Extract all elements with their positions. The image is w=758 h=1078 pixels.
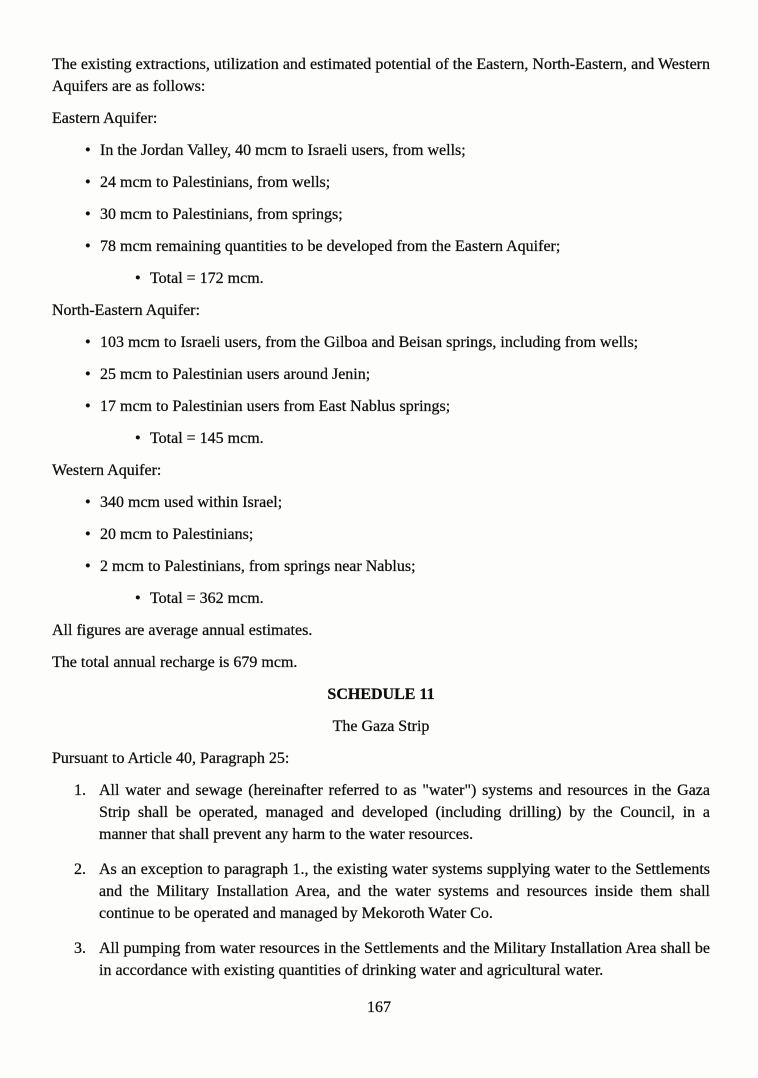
list-item bbox=[52, 140, 710, 162]
schedule-intro: Pursuant to Article 40, Paragraph 25: bbox=[52, 750, 290, 767]
section-heading-eastern-aquifer: Eastern Aquifer: bbox=[52, 110, 158, 127]
list-item bbox=[52, 332, 710, 354]
bullet-text: 25 mcm to Palestinian users around Jenin; bbox=[100, 366, 371, 383]
bullet-icon bbox=[85, 140, 100, 162]
bullet-icon bbox=[85, 204, 100, 226]
schedule-title: SCHEDULE 11 bbox=[327, 686, 435, 703]
bullet-text: 30 mcm to Palestinians, from springs; bbox=[100, 206, 343, 223]
item-number: 1. bbox=[74, 782, 86, 799]
bullet-icon bbox=[85, 172, 100, 194]
bullet-text: 103 mcm to Israeli users, from the Gilboa and Beisan springs, including from wells; bbox=[100, 334, 639, 351]
list-item bbox=[52, 236, 710, 258]
note-total-recharge: The total annual recharge is 679 mcm. bbox=[52, 654, 298, 671]
item-text: All pumping from water resources in the Settlements and the Military Installation Area shall be in accordance with existing quantities of drinking water and agricultural water. bbox=[99, 940, 710, 979]
section-heading-north-eastern-aquifer: North-Eastern Aquifer: bbox=[52, 302, 200, 319]
bullet-text: 17 mcm to Palestinian users from East Nablus springs; bbox=[100, 398, 451, 415]
bullet-icon bbox=[135, 428, 150, 450]
bullet-icon bbox=[85, 236, 100, 258]
bullet-text: 24 mcm to Palestinians, from wells; bbox=[100, 174, 331, 191]
total-line bbox=[52, 428, 710, 450]
numbered-item bbox=[52, 938, 710, 982]
bullet-text: 340 mcm used within Israel; bbox=[100, 494, 283, 511]
item-text: All water and sewage (hereinafter referred to as "water") systems and resources in the Gaza Strip shall be operated, managed and developed (including drilling) by the Council, in a manner that shall prevent any harm to the water resources. bbox=[99, 782, 710, 843]
list-item bbox=[52, 396, 710, 418]
bullet-icon bbox=[85, 524, 100, 546]
bullet-text: In the Jordan Valley, 40 mcm to Israeli users, from wells; bbox=[100, 142, 466, 159]
bullet-icon bbox=[85, 556, 100, 578]
total-text: Total = 172 mcm. bbox=[150, 270, 264, 287]
item-number: 3. bbox=[74, 940, 86, 957]
section-heading-western-aquifer: Western Aquifer: bbox=[52, 462, 162, 479]
list-item bbox=[52, 364, 710, 386]
page-number: 167 bbox=[367, 999, 391, 1016]
total-text: Total = 362 mcm. bbox=[150, 590, 264, 607]
bullet-icon bbox=[135, 268, 150, 290]
bullet-icon bbox=[85, 364, 100, 386]
list-item bbox=[52, 492, 710, 514]
list-item bbox=[52, 556, 710, 578]
schedule-subtitle: The Gaza Strip bbox=[332, 718, 430, 735]
item-text: As an exception to paragraph 1., the existing water systems supplying water to the Settlements and the Military Installation Area, and the water systems and resources inside them shall continue to be operated and managed by Mekoroth Water Co. bbox=[99, 861, 710, 922]
numbered-item bbox=[52, 859, 710, 925]
bullet-text: 20 mcm to Palestinians; bbox=[100, 526, 254, 543]
bullet-icon bbox=[85, 492, 100, 514]
bullet-icon bbox=[85, 396, 100, 418]
bullet-text: 2 mcm to Palestinians, from springs near Nablus; bbox=[100, 558, 416, 575]
bullet-text: 78 mcm remaining quantities to be developed from the Eastern Aquifer; bbox=[100, 238, 561, 255]
total-text: Total = 145 mcm. bbox=[150, 430, 264, 447]
list-item bbox=[52, 524, 710, 546]
total-line bbox=[52, 588, 710, 610]
intro-paragraph: The existing extractions, utilization and estimated potential of the Eastern, North-Eastern, and Western Aquifers are as follows: bbox=[52, 56, 710, 95]
numbered-item bbox=[52, 780, 710, 846]
note-average-estimates: All figures are average annual estimates. bbox=[52, 622, 313, 639]
list-item bbox=[52, 172, 710, 194]
list-item bbox=[52, 204, 710, 226]
total-line bbox=[52, 268, 710, 290]
item-number: 2. bbox=[74, 861, 86, 878]
document-content bbox=[52, 54, 710, 995]
bullet-icon bbox=[135, 588, 150, 610]
bullet-icon bbox=[85, 332, 100, 354]
